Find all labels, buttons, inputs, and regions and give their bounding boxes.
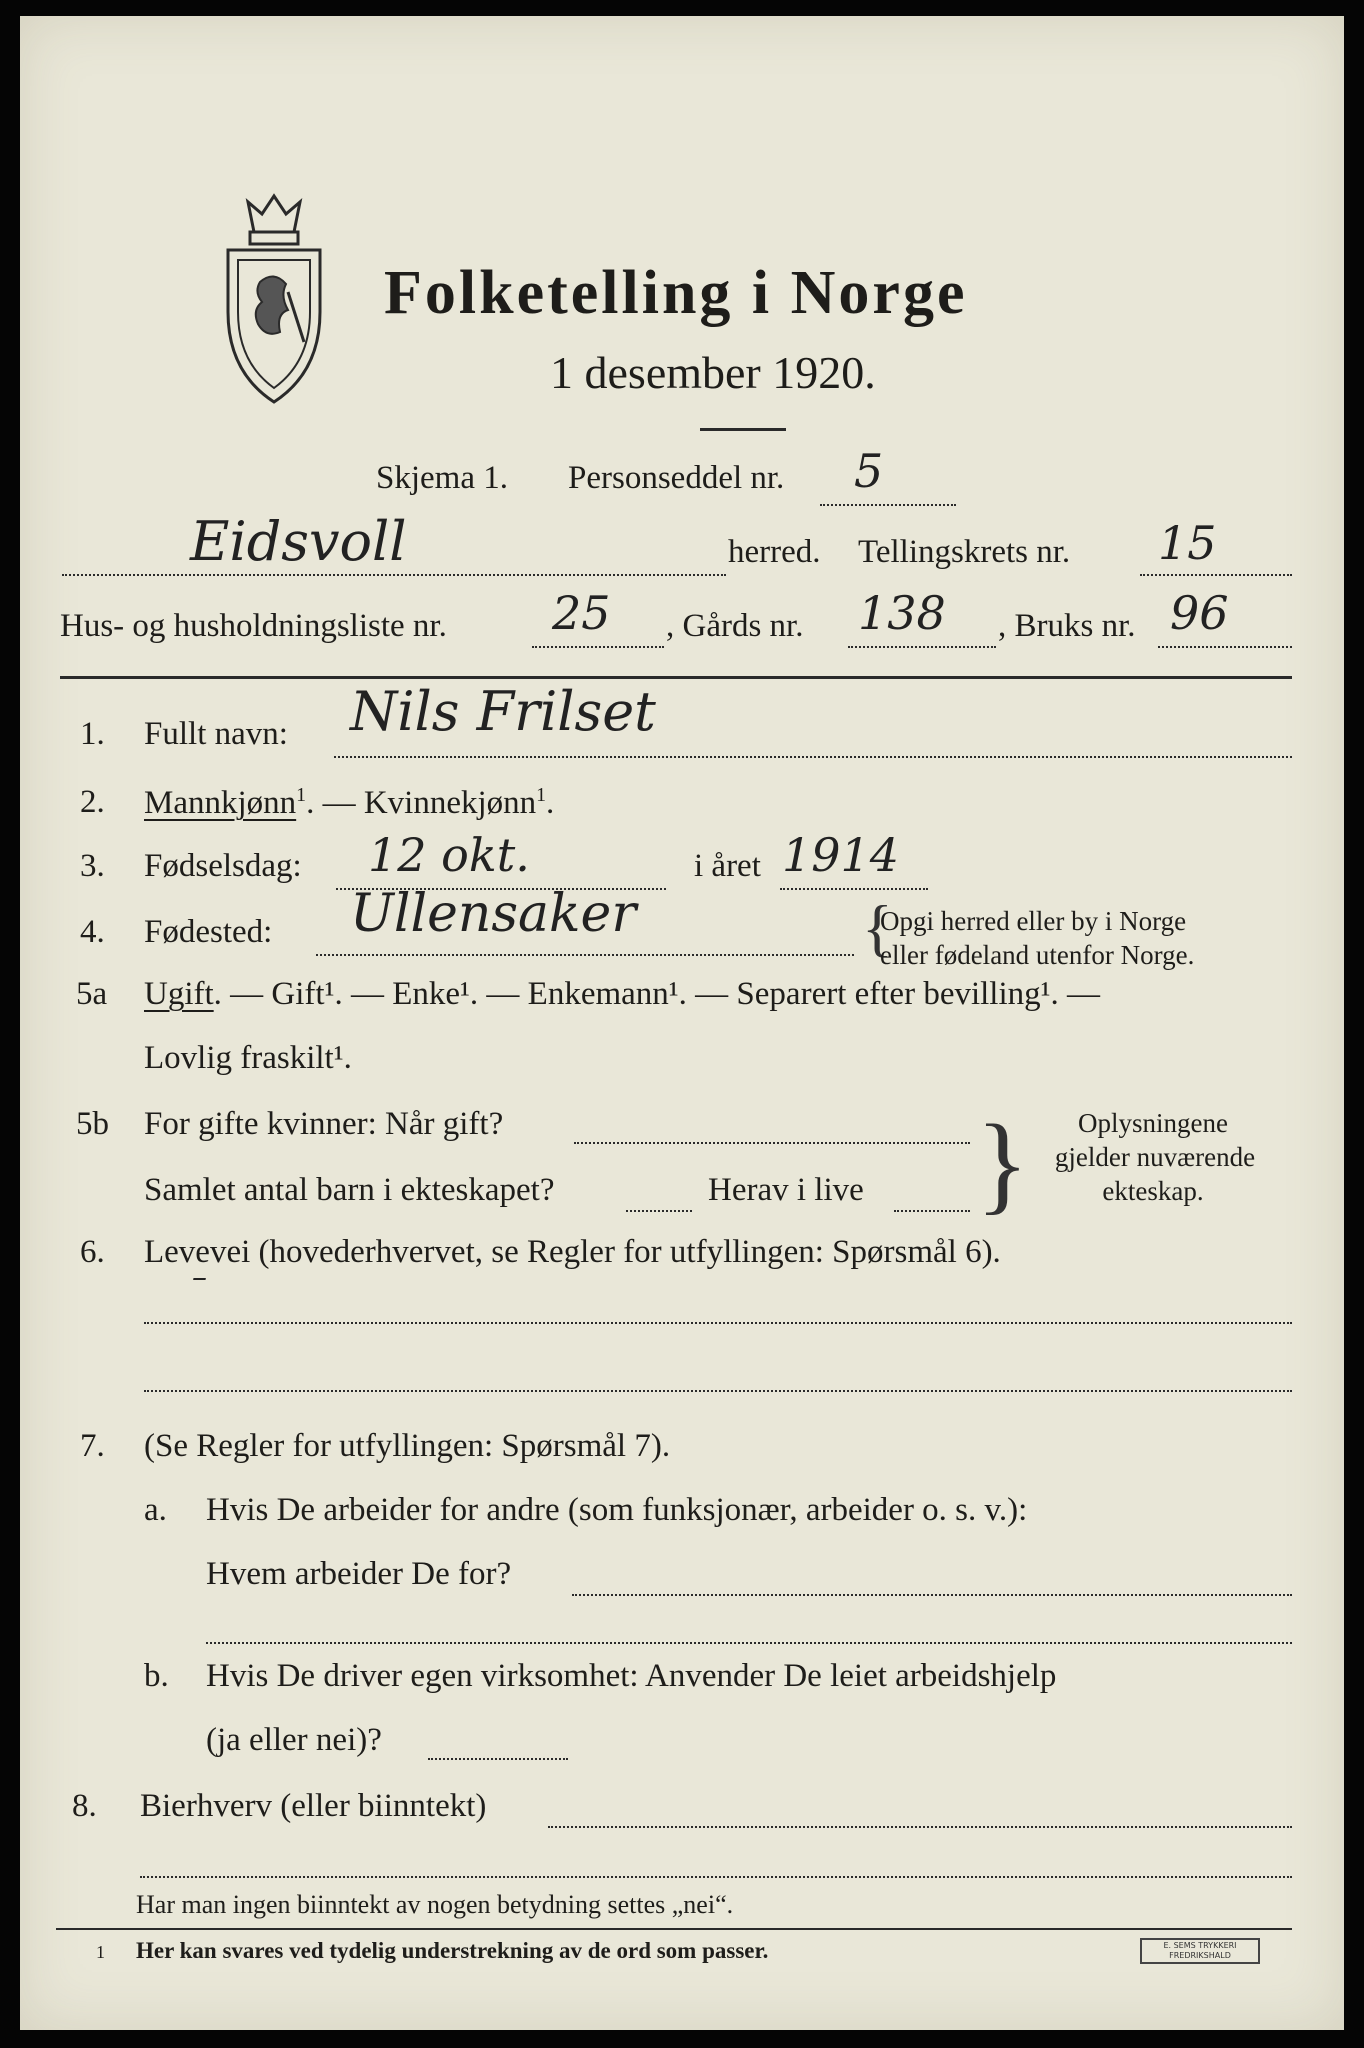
tellingskrets-value: 15 [1158, 516, 1217, 570]
skjema-label: Skjema 1. [376, 460, 508, 496]
gards-line [848, 646, 996, 648]
q5b-line-1 [574, 1142, 970, 1144]
q7b-line-2: (ja eller nei)? [206, 1722, 382, 1758]
q2-end: . [546, 785, 555, 821]
q2-male-option: Mannkjønn [144, 785, 297, 821]
q6-line-1 [144, 1322, 1292, 1324]
q3-year-label: i året [694, 848, 761, 884]
q5b-label-3: Herav i live [708, 1172, 864, 1208]
husliste-value: 25 [552, 586, 611, 640]
printer-stamp-line-1: E. SEMS TRYKKERI [1163, 1941, 1237, 1950]
title-divider [700, 428, 786, 431]
q3-label: Fødselsdag: [144, 848, 302, 884]
q1-number: 1. [80, 716, 105, 752]
form-title: Folketelling i Norge [384, 259, 968, 327]
biinntekt-note: Har man ingen biinntekt av nogen betydning settes „nei“. [136, 1890, 734, 1919]
printer-stamp-line-2: FREDRIKSHALD [1169, 1951, 1231, 1960]
q5a-ugift-option: Ugift [144, 976, 214, 1012]
q7-label: (Se Regler for utfyllingen: Spørsmål 7). [144, 1428, 671, 1464]
q5a-line-2: Lovlig fraskilt¹. [144, 1040, 352, 1076]
q5b-label-1: For gifte kvinner: Når gift? [144, 1106, 504, 1142]
herred-line [62, 574, 726, 576]
coat-of-arms-icon [218, 192, 330, 406]
q5b-number: 5b [76, 1106, 109, 1142]
q3-value: 12 okt. [368, 828, 530, 882]
q7a-number: a. [144, 1492, 167, 1528]
q1-value: Nils Frilset [350, 680, 656, 743]
q6-line-2 [144, 1390, 1292, 1392]
q5b-line-3 [894, 1210, 970, 1212]
q4-number: 4. [80, 914, 105, 950]
q7b-line-1: Hvis De driver egen virksomhet: Anvender De leiet arbeidshjelp [206, 1658, 1057, 1694]
personseddel-label: Personseddel nr. [568, 460, 785, 496]
q8-number: 8. [72, 1788, 97, 1824]
q2-number: 2. [80, 784, 105, 820]
q8-label: Bierhverv (eller biinntekt) [140, 1788, 487, 1824]
tellingskrets-label: Tellingskrets nr. [858, 534, 1071, 570]
header-divider [60, 676, 1292, 679]
footnote-divider [56, 1928, 1292, 1930]
q2-female-option: Kvinnekjønn [363, 785, 537, 821]
q3-number: 3. [80, 848, 105, 884]
q5a-rest-options: . — Gift¹. — Enke¹. — Enkemann¹. — Separert efter bevilling¹. — [213, 976, 1101, 1012]
husliste-line [532, 646, 664, 648]
q7a-line-1: Hvis De arbeider for andre (som funksjonær, arbeider o. s. v.): [206, 1492, 1028, 1528]
q2-sup-1: 1 [296, 784, 307, 806]
q7a-line-3-dots [206, 1642, 1292, 1644]
q3-year-line [780, 888, 928, 890]
footnote-mark: 1 [96, 1942, 105, 1962]
printer-stamp [1140, 1938, 1260, 1964]
q5b-note-line-1: Oplysningene [1078, 1108, 1228, 1138]
q4-value: Ullensaker [350, 884, 637, 944]
herred-label: herred. [728, 534, 821, 570]
q2-sup-2: 1 [536, 784, 547, 806]
q1-label: Fullt navn: [144, 716, 288, 752]
q6-label: Levevei (hovederhvervet, se Regler for utfyllingen: Spørsmål 6). [144, 1234, 1001, 1270]
tellingskrets-line [1140, 574, 1292, 576]
herred-value: Eidsvoll [190, 510, 407, 573]
q7-number: 7. [80, 1428, 105, 1464]
q6-value: – [192, 1260, 207, 1295]
bruks-value: 96 [1170, 586, 1229, 640]
q4-label: Fødested: [144, 914, 273, 950]
q8-line-2 [140, 1876, 1292, 1878]
q4-line [316, 954, 854, 956]
q5b-brace: } [976, 1102, 1029, 1224]
q4-brace: { [862, 892, 893, 963]
gards-value: 138 [858, 586, 946, 640]
husliste-label: Hus- og husholdningsliste nr. [60, 608, 447, 644]
q7b-number: b. [144, 1658, 169, 1694]
q5a-options [144, 976, 1100, 1013]
gards-label: , Gårds nr. [666, 608, 804, 644]
q7a-line-2-dots [572, 1594, 1292, 1596]
q5b-label-2: Samlet antal barn i ekteskapet? [144, 1172, 555, 1208]
q5b-note-line-2: gjelder nuværende [1054, 1142, 1256, 1172]
q4-note-line-2: eller fødeland utenfor Norge. [880, 940, 1195, 970]
q4-note-line-1: Opgi herred eller by i Norge [880, 906, 1187, 936]
q3-year-value: 1914 [782, 828, 900, 882]
footnote-text: Her kan svares ved tydelig understrekning av de ord som passer. [136, 1938, 769, 1963]
q6-number: 6. [80, 1234, 105, 1270]
q5a-number: 5a [76, 976, 108, 1012]
q7a-line-2: Hvem arbeider De for? [206, 1556, 512, 1592]
census-form [20, 16, 1344, 2030]
q2-options [144, 784, 554, 822]
q5b-note-line-3: ekteskap. [1102, 1176, 1204, 1206]
q7b-line-2-dots [428, 1758, 568, 1760]
q5b-line-2 [626, 1210, 692, 1212]
bruks-label: , Bruks nr. [998, 608, 1136, 644]
q2-sep: . — [306, 785, 364, 821]
q1-line [334, 756, 1292, 758]
bruks-line [1158, 646, 1292, 648]
census-date: 1 desember 1920. [550, 347, 876, 398]
personseddel-line [820, 504, 956, 506]
q8-line-1 [548, 1826, 1292, 1828]
personseddel-value: 5 [854, 444, 884, 498]
